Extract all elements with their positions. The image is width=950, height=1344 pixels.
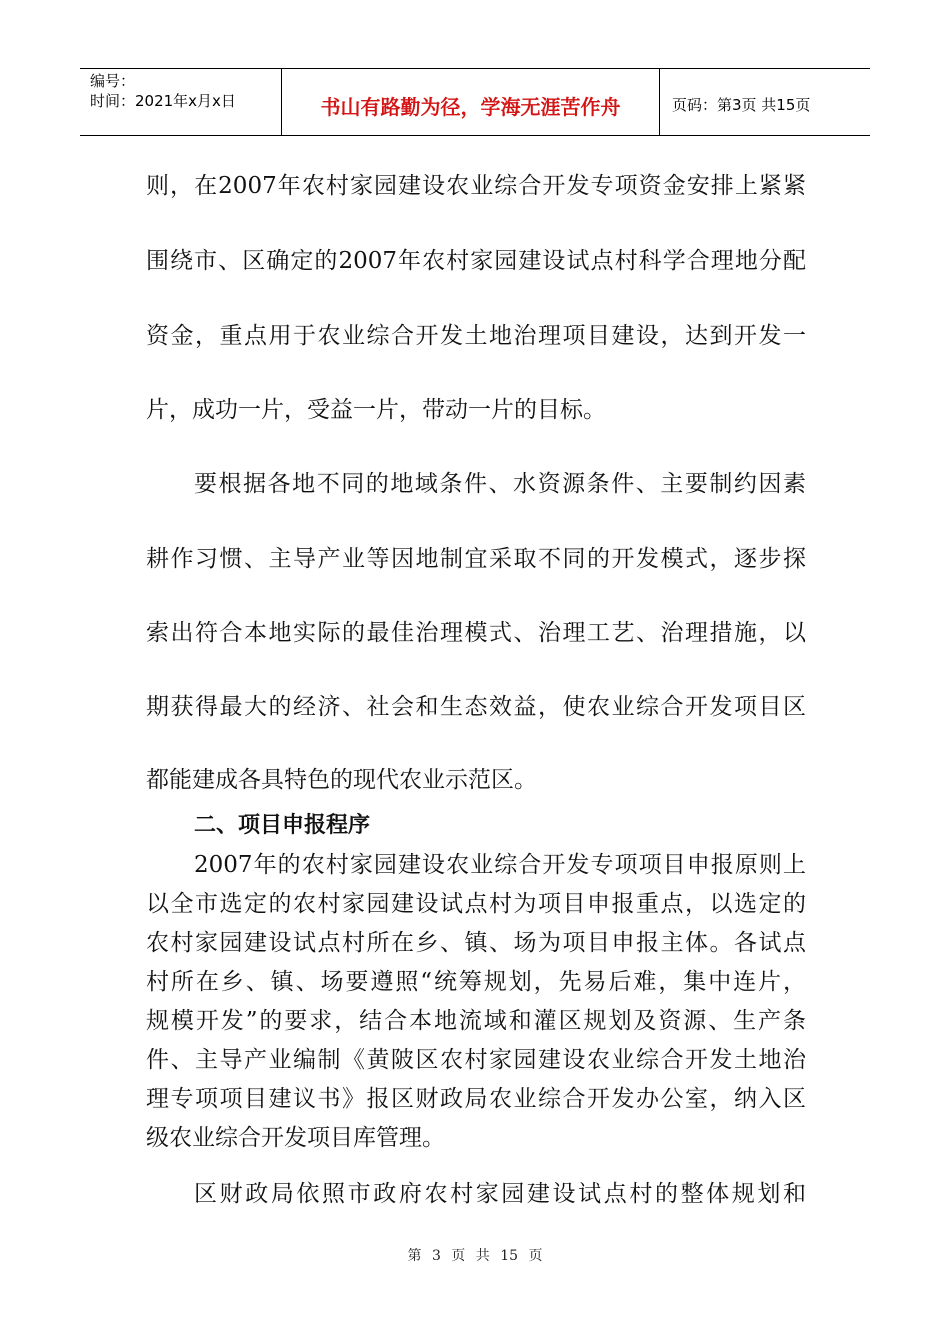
body-text-line: 资金，重点用于农业综合开发土地治理项目建设，达到开发一 [146, 323, 806, 349]
body-text-line: 规模开发”的要求，结合本地流域和灌区规划及资源、生产条 [146, 1008, 806, 1034]
body-text-line: 索出符合本地实际的最佳治理模式、治理工艺、治理措施，以 [146, 620, 806, 646]
page-header [80, 68, 870, 136]
body-text-line: 件、主导产业编制《黄陂区农村家园建设农业综合开发土地治 [146, 1047, 806, 1073]
body-text-line: 期获得最大的经济、社会和生态效益，使农业综合开发项目区 [146, 694, 806, 720]
body-text-line: 村所在乡、镇、场要遵照“统筹规划，先易后难，集中连片， [146, 969, 806, 995]
header-motto: 书山有路勤为径，学海无涯苦作舟 [282, 69, 660, 135]
body-text-line: 2007年的农村家园建设农业综合开发专项项目申报原则上 [194, 852, 806, 878]
body-text-line: 要根据各地不同的地域条件、水资源条件、主要制约因素 [194, 471, 806, 497]
header-meta [80, 69, 282, 135]
body-text-line: 以全市选定的农村家园建设试点村为项目申报重点，以选定的 [146, 891, 806, 917]
body-text-line: 片，成功一片，受益一片，带动一片的目标。 [146, 397, 606, 423]
body-text-line: 围绕市、区确定的2007年农村家园建设试点村科学合理地分配 [146, 248, 806, 274]
body-text-line: 耕作习惯、主导产业等因地制宜采取不同的开发模式，逐步探 [146, 546, 806, 572]
body-text-line: 则，在2007年农村家园建设农业综合开发专项资金安排上紧紧 [146, 173, 806, 199]
page-footer: 第 3 页 共 15 页 [407, 1248, 543, 1264]
document-number-label: 编号： [90, 72, 136, 90]
body-text-line: 都能建成各具特色的现代农业示范区。 [146, 767, 537, 793]
body-text-line: 理专项项目建议书》报区财政局农业综合开发办公室，纳入区 [146, 1086, 806, 1112]
body-text-line: 级农业综合开发项目库管理。 [146, 1125, 445, 1151]
body-text-line: 区财政局依照市政府农村家园建设试点村的整体规划和 [194, 1181, 806, 1207]
section-heading: 二、项目申报程序 [194, 813, 371, 838]
body-text-line: 农村家园建设试点村所在乡、镇、场为项目申报主体。各试点 [146, 930, 806, 956]
header-page-info: 页码：第3页 共15页 [672, 95, 811, 114]
document-time-label: 时间：2021年x月x日 [90, 92, 236, 110]
